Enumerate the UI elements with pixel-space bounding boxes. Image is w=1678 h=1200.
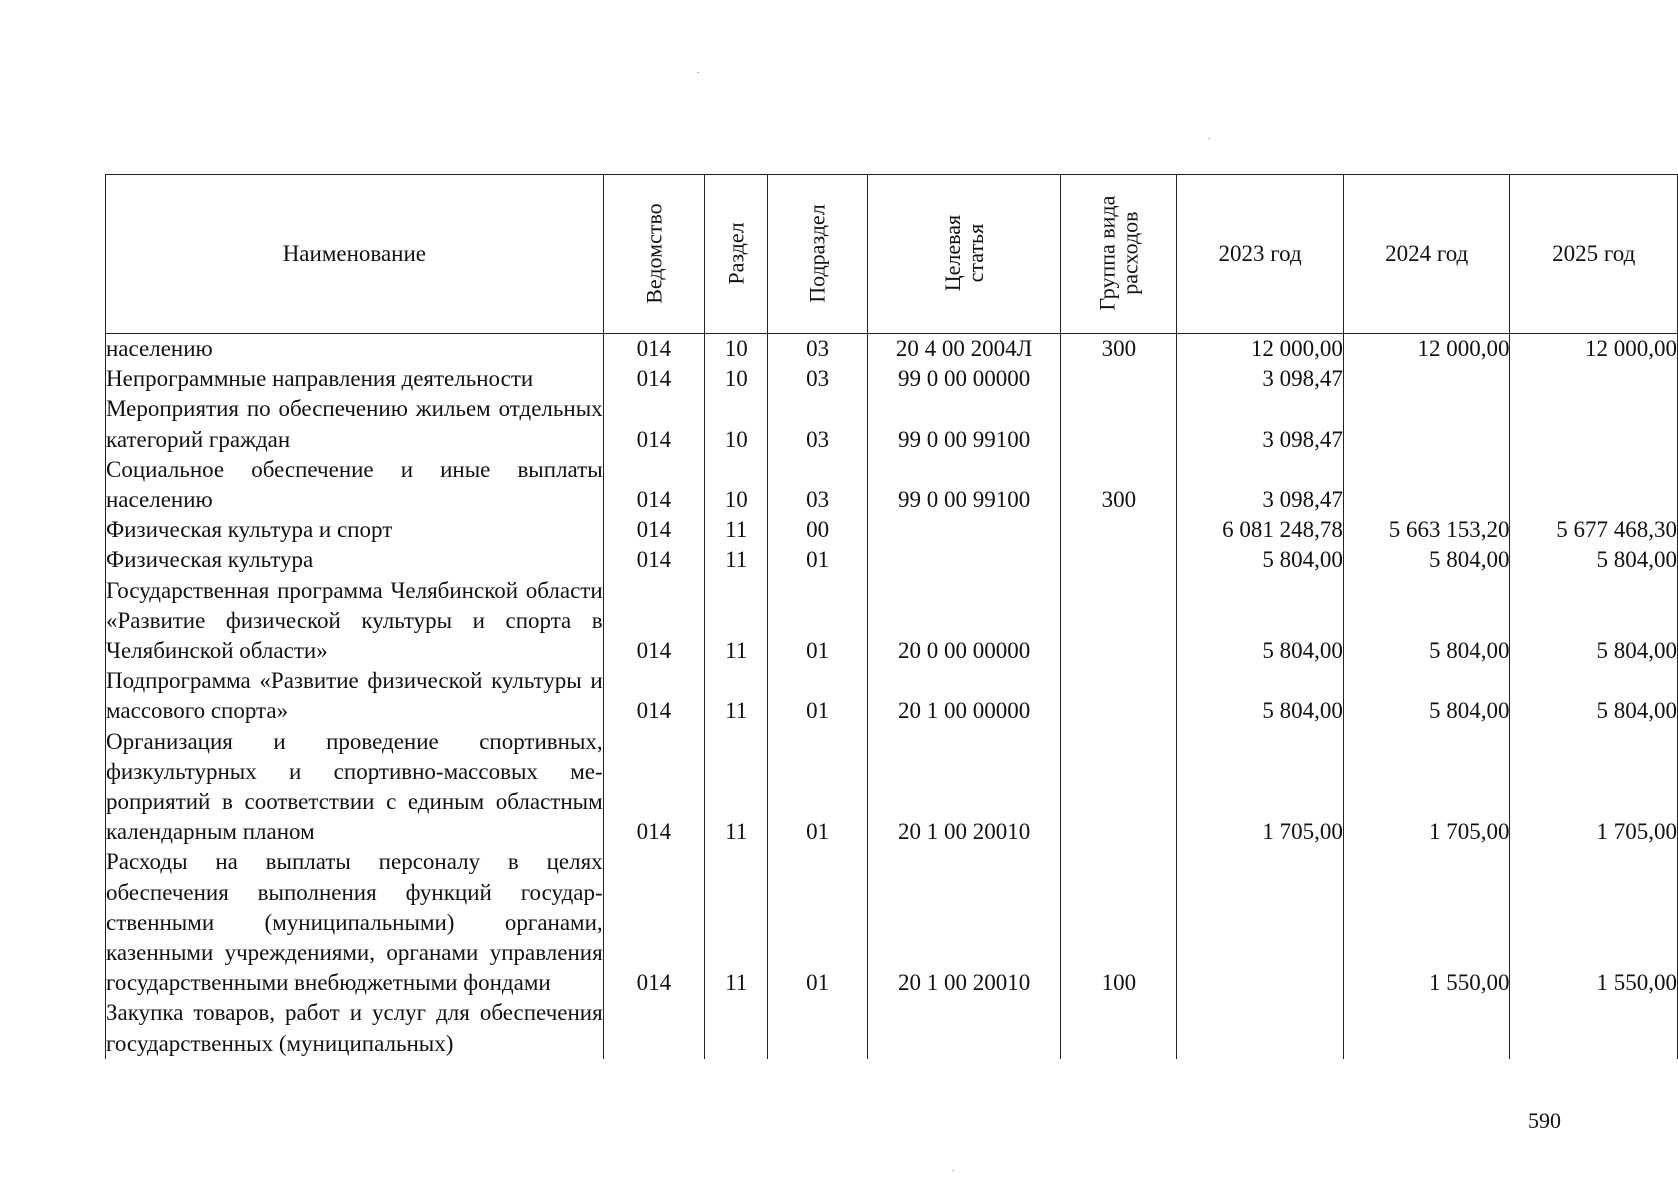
cell-2025: 1 705,00 <box>1510 727 1678 848</box>
cell-2024: 5 804,00 <box>1343 545 1510 575</box>
cell-exp-group <box>1061 394 1177 454</box>
cell-subsection: 01 <box>768 847 867 998</box>
cell-2023 <box>1177 847 1344 998</box>
cell-dept <box>603 998 704 1058</box>
cell-dept: 014 <box>603 515 704 545</box>
cell-2025: 5 804,00 <box>1510 576 1678 667</box>
cell-section: 11 <box>705 576 768 667</box>
cell-exp-group <box>1061 364 1177 394</box>
cell-name: Непрограммные направления деятельности <box>106 364 604 394</box>
cell-target <box>867 998 1061 1058</box>
col-header-target: Целевая статья <box>867 175 1061 334</box>
cell-exp-group: 300 <box>1061 334 1177 365</box>
cell-subsection: 01 <box>768 576 867 667</box>
cell-subsection: 03 <box>768 334 867 365</box>
col-header-section: Раздел <box>705 175 768 334</box>
table-header-row <box>106 175 1678 334</box>
table-row <box>106 666 1678 726</box>
cell-dept: 014 <box>603 394 704 454</box>
cell-dept: 014 <box>603 545 704 575</box>
table-row <box>106 334 1678 365</box>
cell-section: 10 <box>705 394 768 454</box>
cell-section: 11 <box>705 666 768 726</box>
cell-dept: 014 <box>603 847 704 998</box>
page-number: 590 <box>1528 1108 1561 1133</box>
cell-exp-group: 100 <box>1061 847 1177 998</box>
cell-name: населению <box>106 334 604 365</box>
cell-2023: 1 705,00 <box>1177 727 1344 848</box>
col-header-dept: Ведомство <box>603 175 704 334</box>
table-row <box>106 364 1678 394</box>
cell-dept: 014 <box>603 455 704 515</box>
cell-exp-group: 300 <box>1061 455 1177 515</box>
cell-2024: 1 550,00 <box>1343 847 1510 998</box>
scan-speck <box>952 1170 954 1171</box>
cell-exp-group <box>1061 576 1177 667</box>
col-header-2025: 2025 год <box>1510 175 1678 334</box>
cell-2025 <box>1510 455 1678 515</box>
cell-exp-group <box>1061 727 1177 848</box>
cell-target: 20 0 00 00000 <box>867 576 1061 667</box>
cell-2025 <box>1510 394 1678 454</box>
table-row <box>106 727 1678 848</box>
cell-section: 11 <box>705 515 768 545</box>
cell-target: 20 1 00 20010 <box>867 847 1061 998</box>
cell-2025: 1 550,00 <box>1510 847 1678 998</box>
cell-section: 10 <box>705 334 768 365</box>
cell-2023: 5 804,00 <box>1177 666 1344 726</box>
cell-2023: 3 098,47 <box>1177 364 1344 394</box>
cell-2023: 6 081 248,78 <box>1177 515 1344 545</box>
budget-table <box>105 174 1678 1059</box>
cell-2023: 3 098,47 <box>1177 394 1344 454</box>
col-header-exp-group: Группа вида расходов <box>1061 175 1177 334</box>
cell-subsection: 03 <box>768 455 867 515</box>
cell-2023: 12 000,00 <box>1177 334 1344 365</box>
cell-section: 11 <box>705 545 768 575</box>
table-row <box>106 847 1678 998</box>
cell-name: Социальное обеспечение и иные выплаты населению <box>106 455 604 515</box>
cell-section: 11 <box>705 727 768 848</box>
cell-exp-group <box>1061 666 1177 726</box>
cell-2024: 12 000,00 <box>1343 334 1510 365</box>
cell-exp-group <box>1061 998 1177 1058</box>
cell-subsection <box>768 998 867 1058</box>
col-header-2024: 2024 год <box>1343 175 1510 334</box>
cell-name: Организация и проведение спортивных, физкультурных и спортивно-массовых мероприятий в соответствии с единым областным календарным планом <box>106 727 604 848</box>
cell-target: 20 1 00 20010 <box>867 727 1061 848</box>
cell-subsection: 01 <box>768 666 867 726</box>
cell-2025: 12 000,00 <box>1510 334 1678 365</box>
cell-2025 <box>1510 998 1678 1058</box>
cell-dept: 014 <box>603 666 704 726</box>
table-row <box>106 455 1678 515</box>
cell-target: 99 0 00 99100 <box>867 394 1061 454</box>
cell-dept: 014 <box>603 364 704 394</box>
cell-target: 20 4 00 2004Л <box>867 334 1061 365</box>
cell-2025: 5 677 468,30 <box>1510 515 1678 545</box>
table-row <box>106 998 1678 1058</box>
cell-dept: 014 <box>603 727 704 848</box>
cell-2025 <box>1510 364 1678 394</box>
cell-2024 <box>1343 455 1510 515</box>
cell-section: 10 <box>705 364 768 394</box>
cell-subsection: 03 <box>768 364 867 394</box>
cell-dept: 014 <box>603 334 704 365</box>
cell-name: Государственная программа Челябинской области «Развитие физической культуры и спорта в Челябинской области» <box>106 576 604 667</box>
cell-name: Физическая культура и спорт <box>106 515 604 545</box>
cell-section: 10 <box>705 455 768 515</box>
cell-name: Подпрограмма «Развитие физической культуры и массового спорта» <box>106 666 604 726</box>
cell-target: 99 0 00 00000 <box>867 364 1061 394</box>
cell-2023: 5 804,00 <box>1177 545 1344 575</box>
cell-target <box>867 515 1061 545</box>
cell-2024: 5 663 153,20 <box>1343 515 1510 545</box>
table-row <box>106 394 1678 454</box>
cell-2024: 5 804,00 <box>1343 666 1510 726</box>
cell-2024 <box>1343 364 1510 394</box>
table-row <box>106 576 1678 667</box>
cell-2023: 3 098,47 <box>1177 455 1344 515</box>
scan-speck <box>1208 138 1210 139</box>
cell-dept: 014 <box>603 576 704 667</box>
cell-subsection: 00 <box>768 515 867 545</box>
cell-section: 11 <box>705 847 768 998</box>
cell-subsection: 01 <box>768 727 867 848</box>
cell-2024 <box>1343 998 1510 1058</box>
cell-name: Закупка товаров, работ и услуг для обеспечения государственных (муниципальных) <box>106 998 604 1058</box>
col-header-name: Наименование <box>106 175 604 334</box>
cell-name: Физическая культура <box>106 545 604 575</box>
cell-name: Мероприятия по обеспечению жильем отдельных категорий граждан <box>106 394 604 454</box>
cell-2024 <box>1343 394 1510 454</box>
cell-target: 20 1 00 00000 <box>867 666 1061 726</box>
cell-2025: 5 804,00 <box>1510 666 1678 726</box>
cell-2023: 5 804,00 <box>1177 576 1344 667</box>
cell-section <box>705 998 768 1058</box>
cell-target: 99 0 00 99100 <box>867 455 1061 515</box>
cell-target <box>867 545 1061 575</box>
cell-exp-group <box>1061 515 1177 545</box>
cell-2024: 5 804,00 <box>1343 576 1510 667</box>
col-header-2023: 2023 год <box>1177 175 1344 334</box>
cell-subsection: 01 <box>768 545 867 575</box>
cell-2023 <box>1177 998 1344 1058</box>
col-header-subsection: Подраздел <box>768 175 867 334</box>
scan-speck <box>697 72 699 73</box>
cell-subsection: 03 <box>768 394 867 454</box>
cell-name: Расходы на выплаты персоналу в целях обеспечения выполнения функций государственными (муниципальными) органами, казенными учреждениями, органами управления государственными внебюджетными фондами <box>106 847 604 998</box>
table-row <box>106 545 1678 575</box>
table-row <box>106 515 1678 545</box>
cell-exp-group <box>1061 545 1177 575</box>
cell-2025: 5 804,00 <box>1510 545 1678 575</box>
cell-2024: 1 705,00 <box>1343 727 1510 848</box>
